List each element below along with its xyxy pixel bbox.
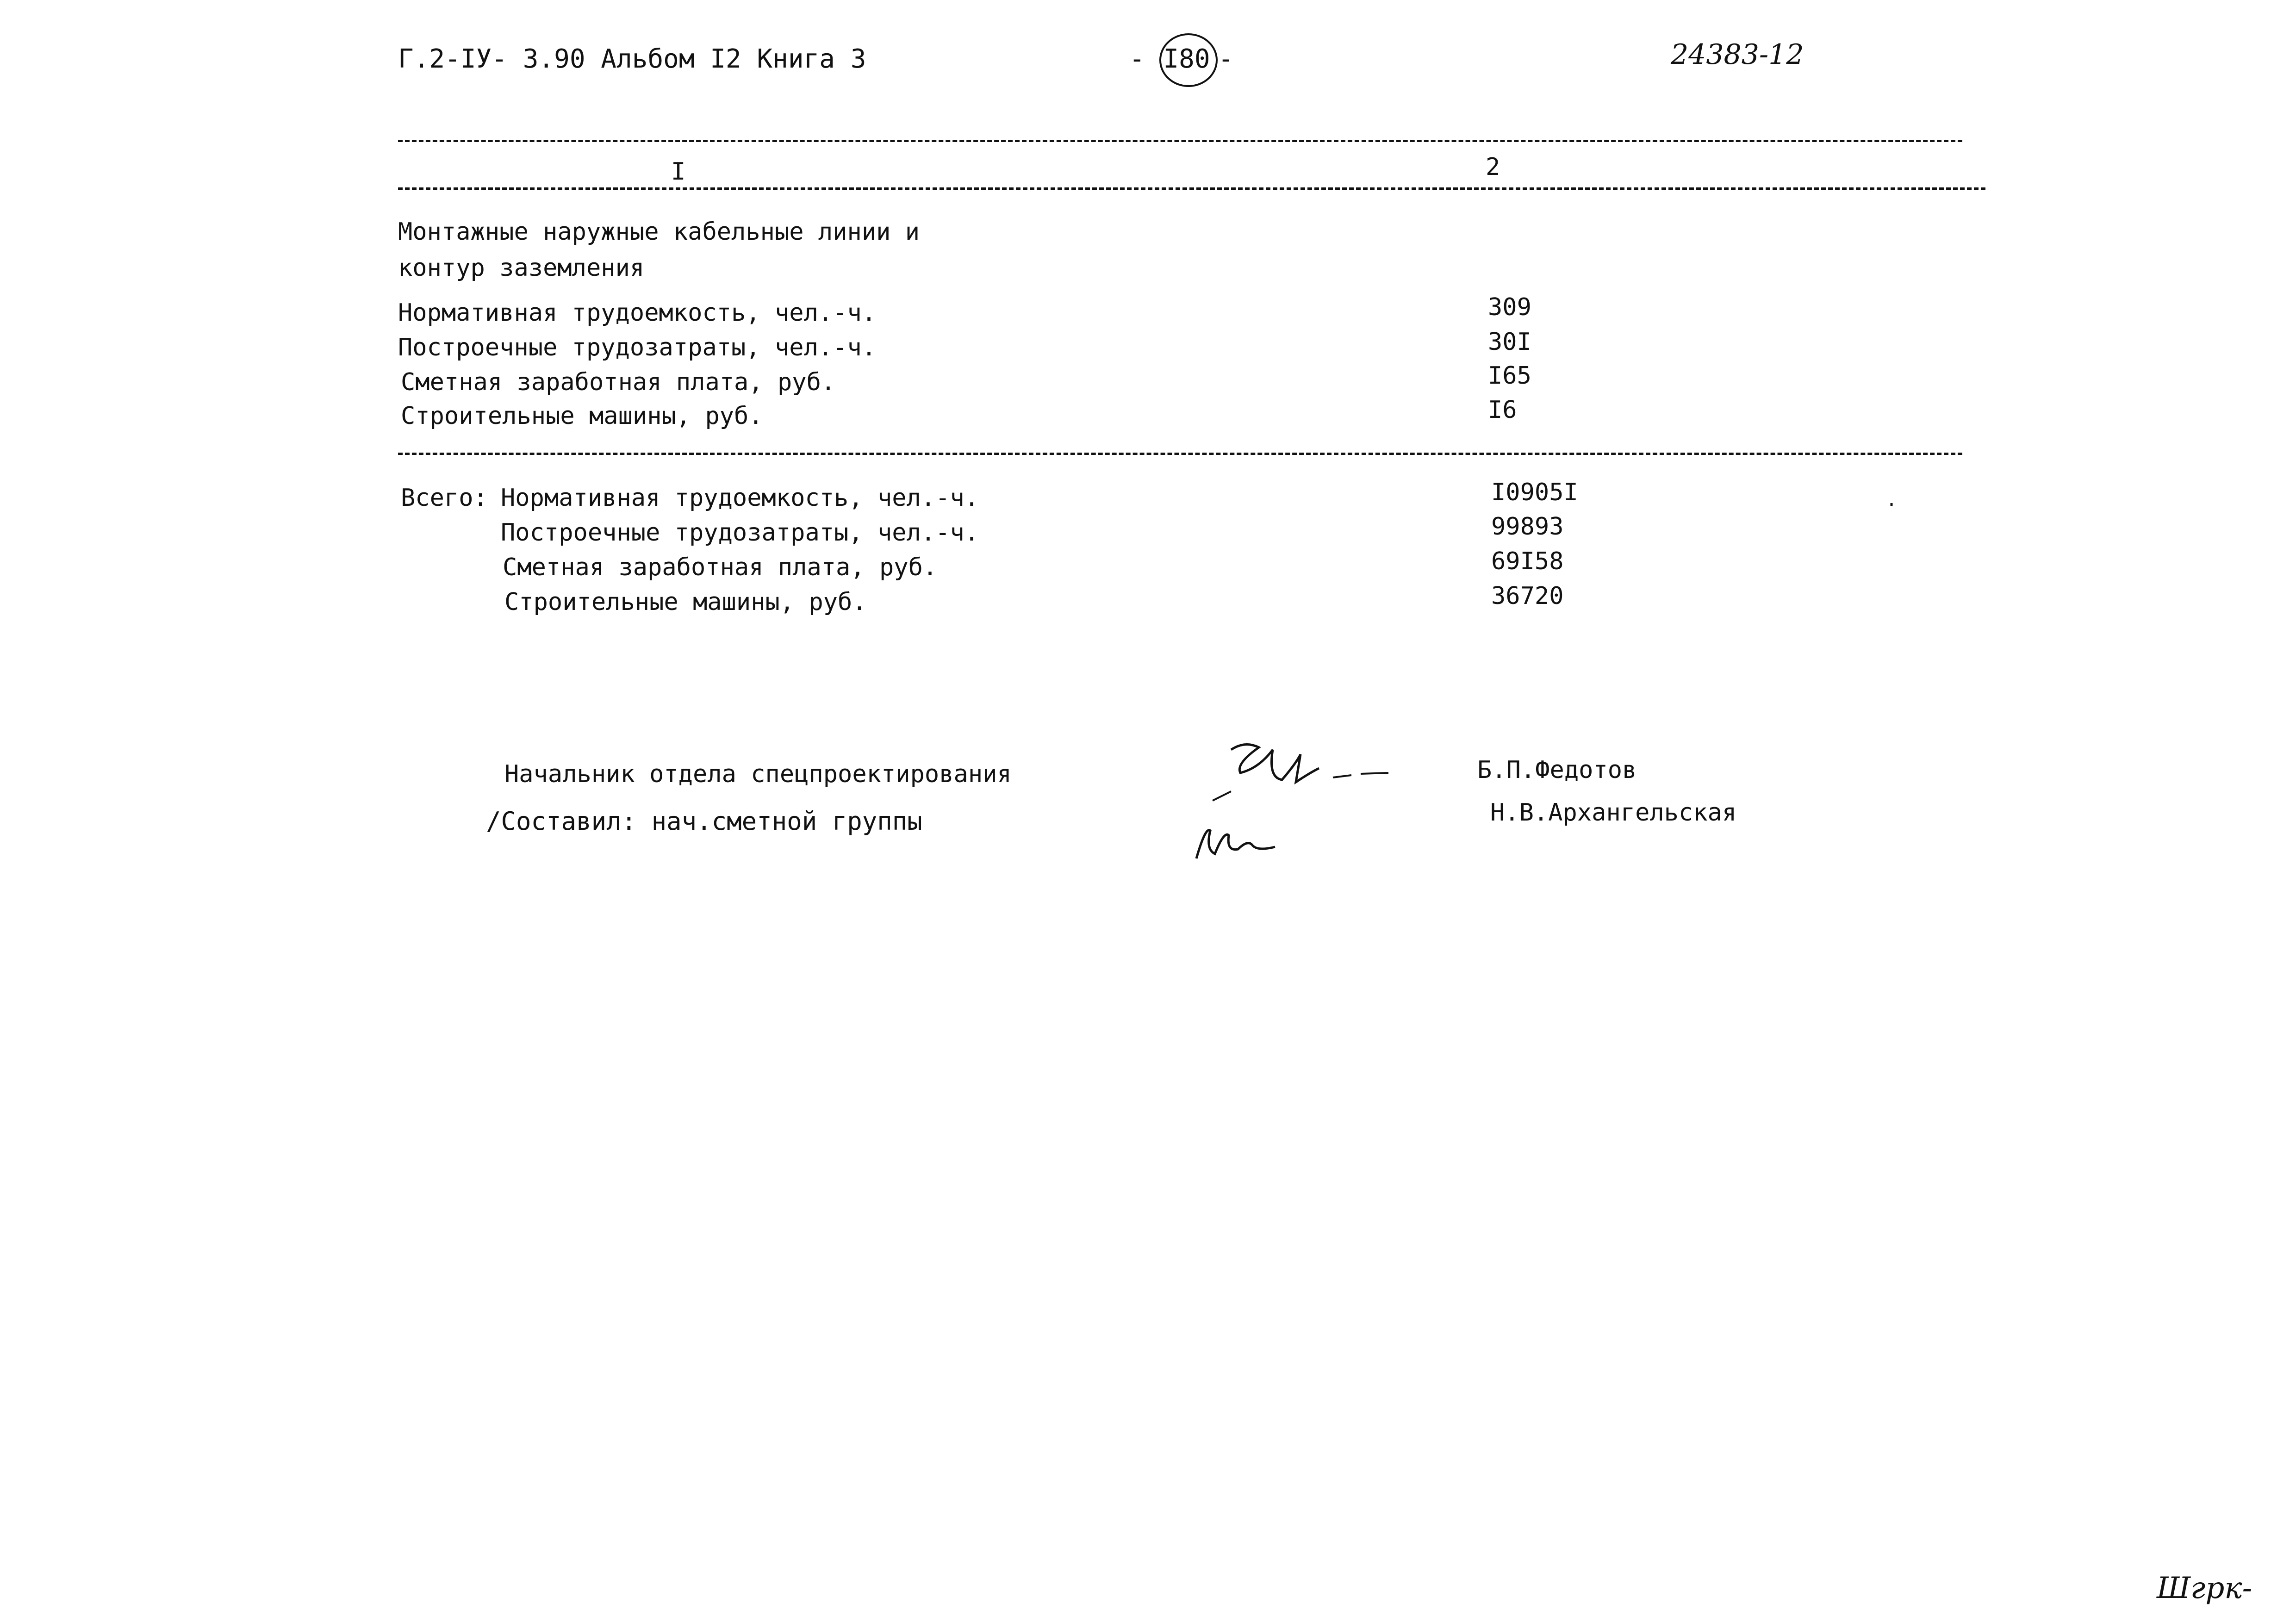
section-title-line-2: контур заземления [398,254,645,282]
section-row-value: 309 [1488,293,1531,321]
section-row-label: Сметная заработная плата, руб. [401,368,836,396]
head-name: Б.П.Федотов [1477,756,1637,784]
totals-row-value: 99893 [1491,513,1564,541]
column-1-header: I [671,158,686,186]
compiler-name: Н.В.Архангельская [1490,799,1737,827]
document-reference: Г.2-IУ- 3.90 Альбом I2 Книга 3 [398,44,866,74]
table-top-rule [398,140,1962,142]
totals-row-label: Нормативная трудоемкость, чел.-ч. [501,484,979,512]
totals-row-value: 36720 [1491,582,1564,610]
section-row-value: 30I [1488,328,1531,356]
footer-handwritten-mark: Шгрк- [2157,1571,2252,1605]
head-signature [1203,736,1421,815]
compiler-signature [1187,812,1298,868]
section-row-label: Нормативная трудоемкость, чел.-ч. [398,299,877,327]
table-header-rule [398,187,1985,190]
column-2-header: 2 [1486,153,1500,181]
totals-row-label: Построечные трудозатраты, чел.-ч. [501,519,979,547]
page-number: I80 [1163,44,1210,74]
totals-row-label: Сметная заработная плата, руб. [503,553,938,581]
totals-row-value: 69I58 [1491,547,1564,575]
section-title-line-1: Монтажные наружные кабельные линии и [398,218,920,246]
compiler-title: /Составил: нач.сметной группы [486,807,922,836]
totals-prefix: Всего: [401,484,488,512]
totals-row-value: I0905I [1491,479,1578,506]
section-row-value: I65 [1488,362,1531,390]
page-dash-right: - [1218,44,1234,74]
section-row-label: Строительные машины, руб. [401,402,763,430]
section-row-label: Построечные трудозатраты, чел.-ч. [398,334,877,361]
page-dash-left: - [1129,44,1145,74]
section-row-value: I6 [1488,396,1517,424]
head-title: Начальник отдела спецпроектирования [504,760,1012,788]
totals-row-label: Строительные машины, руб. [504,588,867,616]
totals-rule [398,453,1962,455]
stray-dot: . [1886,489,1898,510]
inventory-number: 24383-12 [1671,38,1804,71]
